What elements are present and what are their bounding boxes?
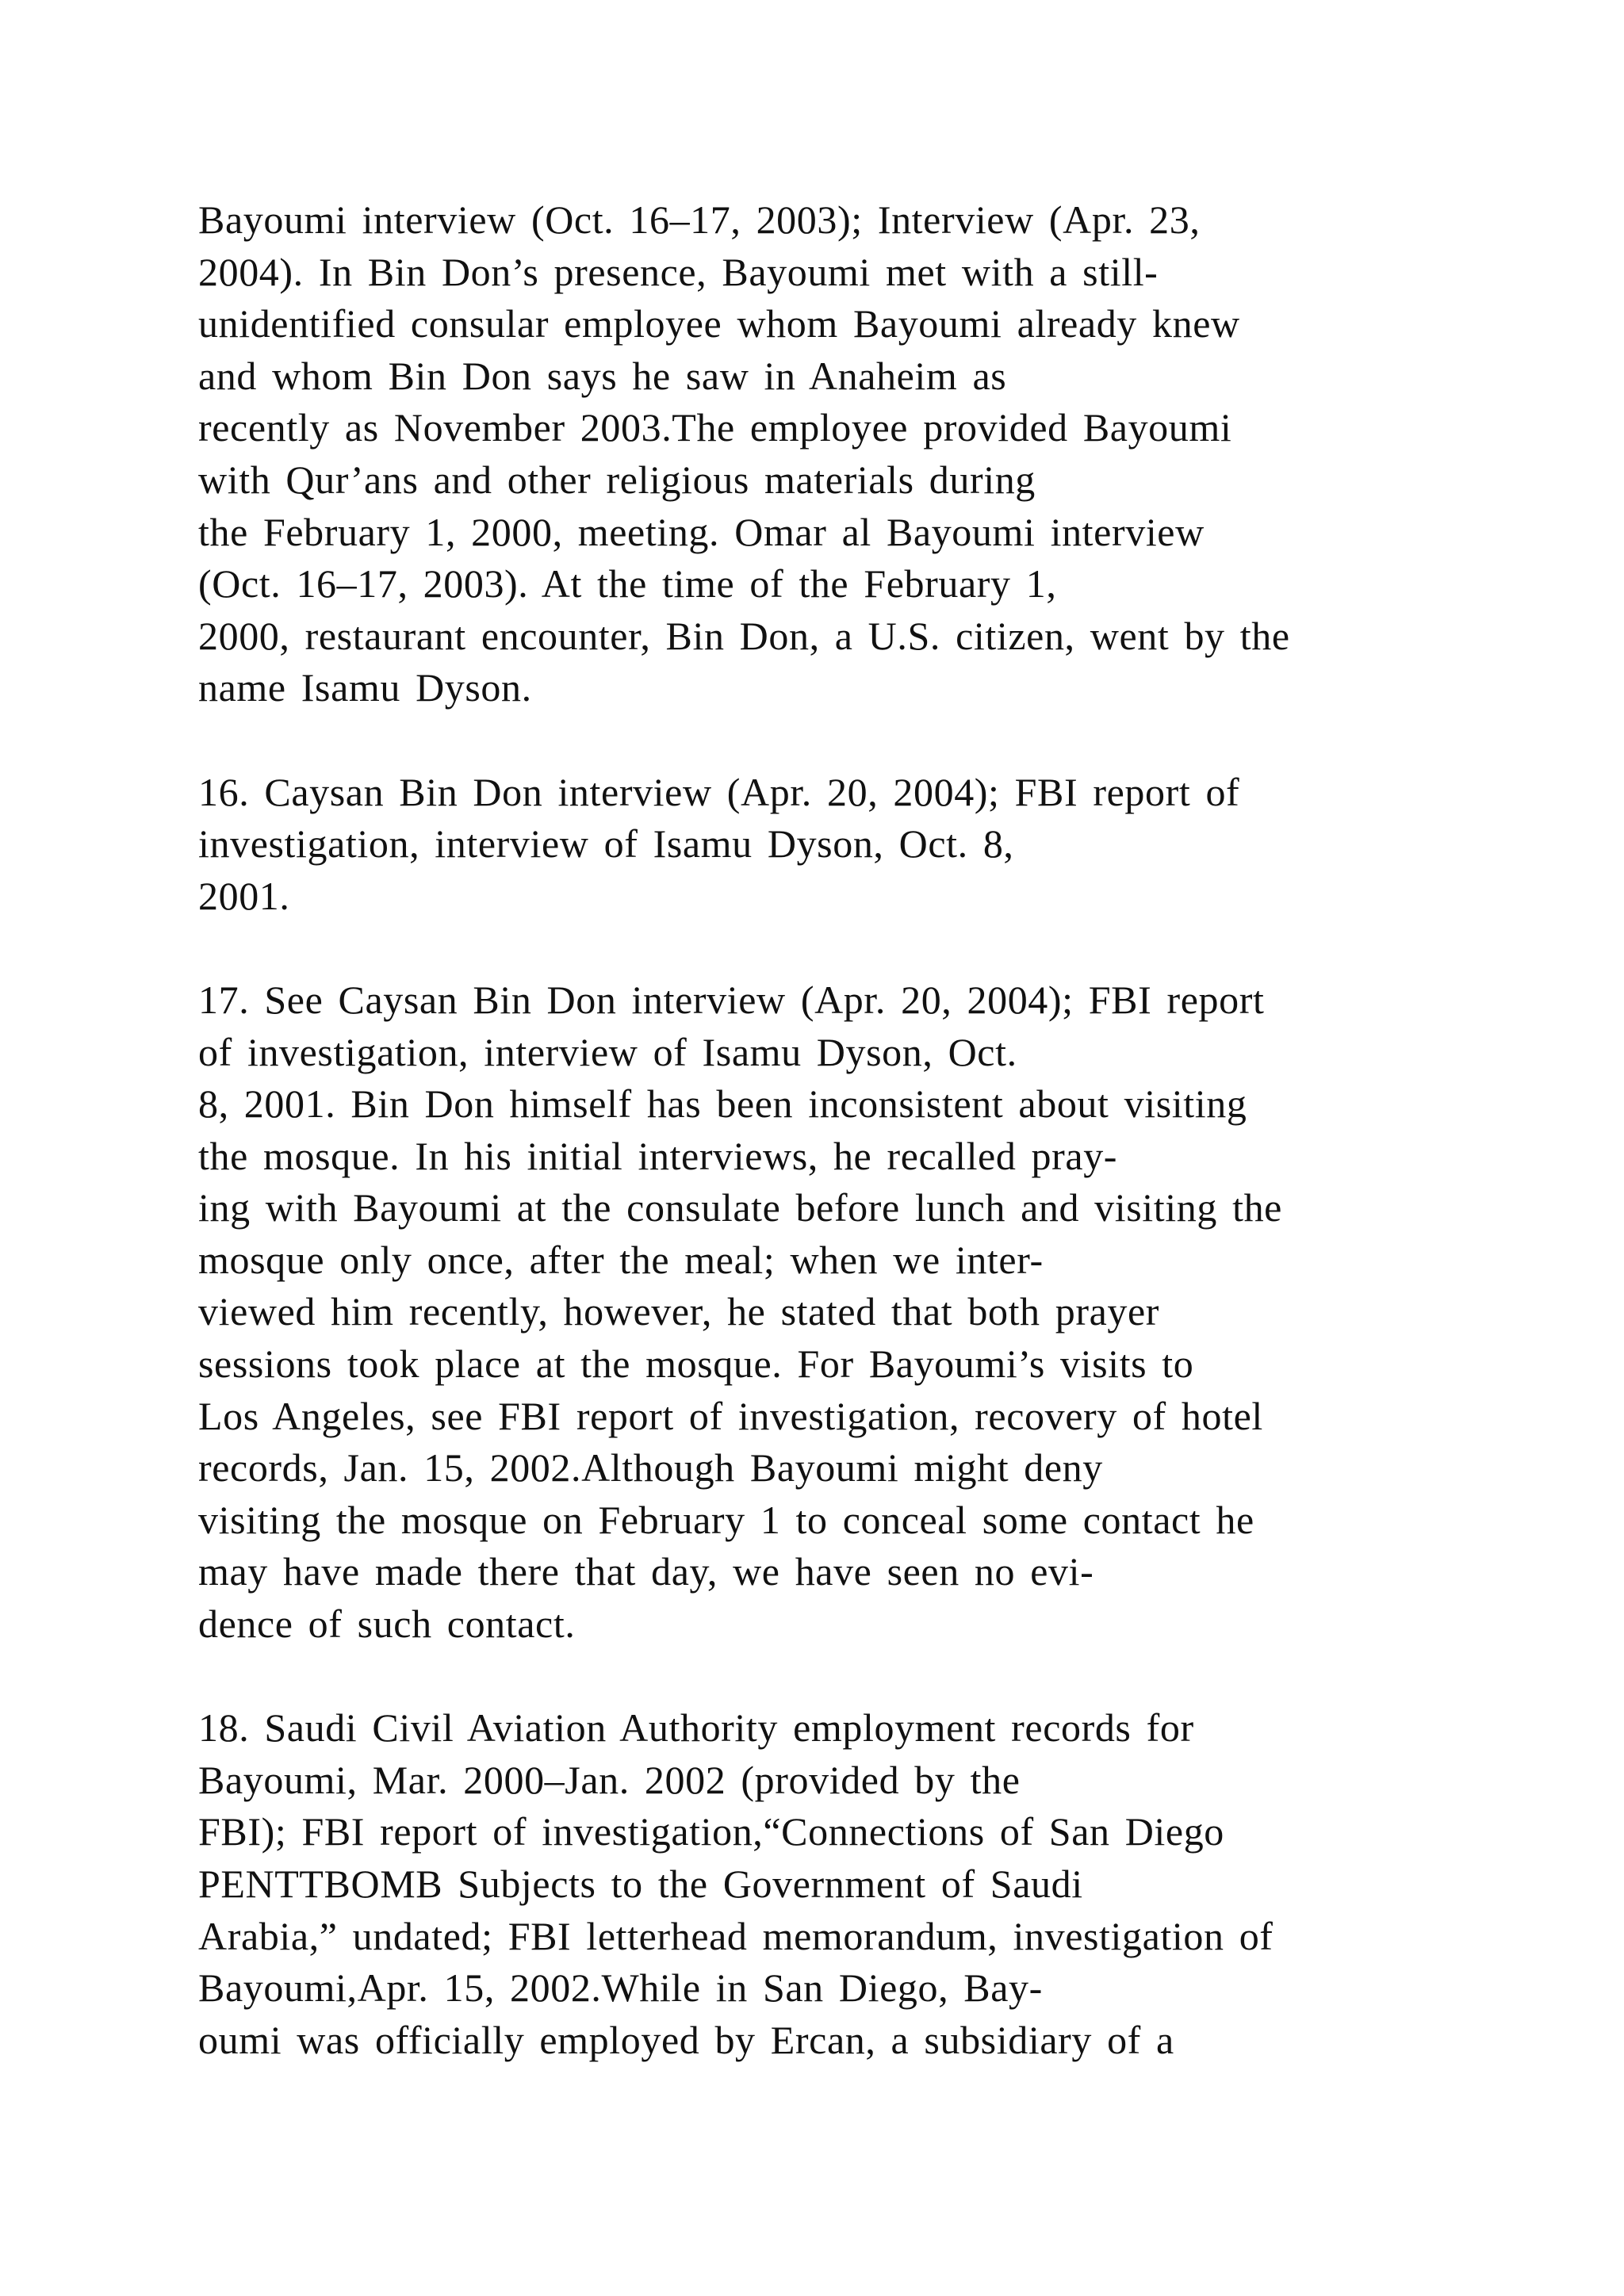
text-line: Los Angeles, see FBI report of investigation, recovery of hotel [198,1393,1263,1438]
paragraph-gap [198,922,1499,974]
text-line: 2004). In Bin Don’s presence, Bayoumi met with a still- [198,249,1159,294]
text-line: 18. Saudi Civil Aviation Authority employment records for [198,1705,1194,1751]
footnote-18 [198,1702,1499,2066]
text-line: visiting the mosque on February 1 to conceal some contact he [198,1497,1254,1542]
text-line: PENTTBOMB Subjects to the Government of Saudi [198,1862,1083,1906]
paragraph-bayoumi-interview [198,194,1499,714]
text-line: may have made there that day, we have seen no evi- [198,1549,1094,1594]
text-line: the mosque. In his initial interviews, he recalled pray- [198,1133,1118,1178]
text-line: of investigation, interview of Isamu Dyson, Oct. [198,1029,1017,1074]
text-line: 8, 2001. Bin Don himself has been inconsistent about visiting [198,1081,1247,1127]
text-line: records, Jan. 15, 2002.Although Bayoumi might deny [198,1445,1103,1490]
footnote-16 [198,767,1499,923]
paragraph-gap [198,714,1499,767]
text-line: 16. Caysan Bin Don interview (Apr. 20, 2004); FBI report of [198,769,1240,814]
text-line: unidentified consular employee whom Bayoumi already knew [198,301,1240,346]
text-line: 17. See Caysan Bin Don interview (Apr. 20, 2004); FBI report [198,977,1265,1022]
text-line: (Oct. 16–17, 2003). At the time of the February 1, [198,561,1057,607]
text-line: 2001. [198,873,290,918]
document-body [198,194,1499,2066]
text-line: 2000, restaurant encounter, Bin Don, a U.S. citizen, went by the [198,613,1290,658]
text-line: name Isamu Dyson. [198,665,532,710]
text-line: Bayoumi interview (Oct. 16–17, 2003); Interview (Apr. 23, [198,197,1201,242]
text-line: ing with Bayoumi at the consulate before lunch and visiting the [198,1185,1282,1230]
text-line: sessions took place at the mosque. For Bayoumi’s visits to [198,1341,1194,1387]
text-line: FBI); FBI report of investigation,“Connections of San Diego [198,1809,1224,1854]
text-line: investigation, interview of Isamu Dyson, Oct. 8, [198,821,1014,867]
footnote-17 [198,974,1499,1651]
text-line: recently as November 2003.The employee provided Bayoumi [198,405,1232,450]
text-line: viewed him recently, however, he stated that both prayer [198,1289,1160,1334]
text-line: Bayoumi,Apr. 15, 2002.While in San Diego, Bay- [198,1965,1043,2011]
text-line: dence of such contact. [198,1601,576,1647]
text-line: and whom Bin Don says he saw in Anaheim as [198,353,1007,398]
text-line: with Qur’ans and other religious materials during [198,457,1036,502]
paragraph-gap [198,1651,1499,1703]
text-line: Bayoumi, Mar. 2000–Jan. 2002 (provided by the [198,1757,1021,1802]
text-line: Arabia,” undated; FBI letterhead memorandum, investigation of [198,1913,1274,1958]
text-line: mosque only once, after the meal; when we inter- [198,1237,1044,1282]
text-line: the February 1, 2000, meeting. Omar al Bayoumi interview [198,509,1205,554]
text-line: oumi was officially employed by Ercan, a subsidiary of a [198,2017,1174,2062]
